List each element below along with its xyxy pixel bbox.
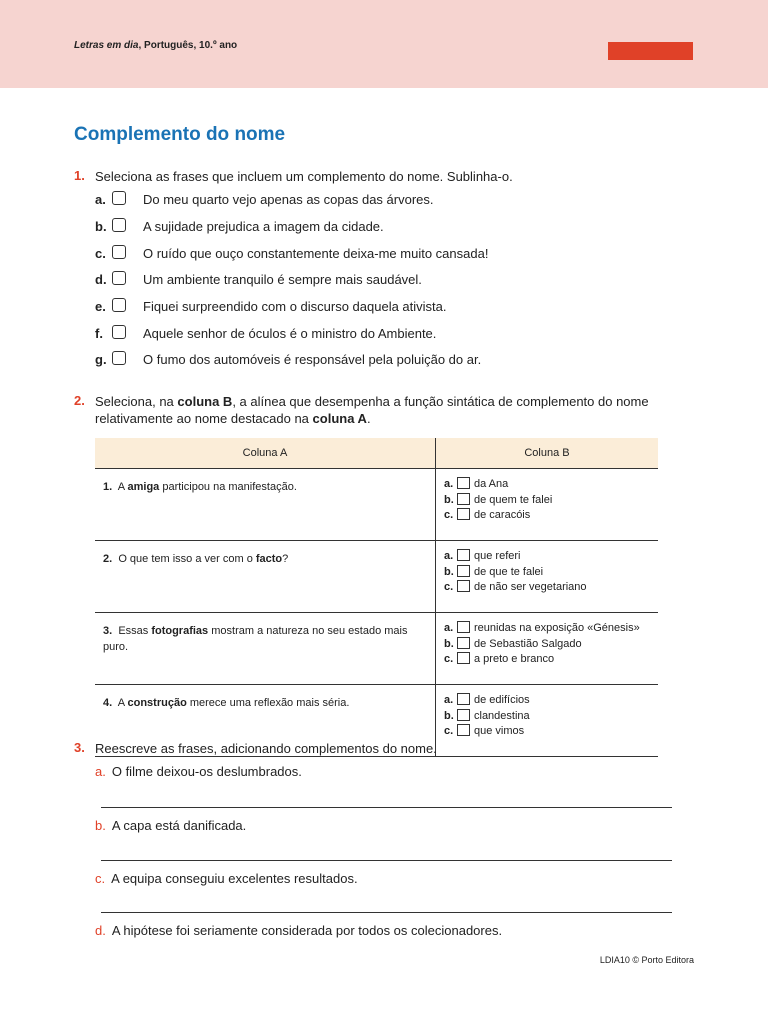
choice-option <box>444 621 658 637</box>
choice-option <box>444 580 658 596</box>
q3-item <box>95 764 302 779</box>
q2-text <box>95 393 685 427</box>
choice-text: de quem te falei <box>474 493 553 506</box>
checkbox[interactable] <box>457 693 470 705</box>
q2-text-bold: coluna B <box>177 394 233 409</box>
choice-option <box>444 724 658 740</box>
item-text: A equipa conseguiu excelentes resultados. <box>111 871 358 886</box>
option-letter: f. <box>95 326 103 341</box>
checkbox[interactable] <box>457 565 470 577</box>
checkbox[interactable] <box>112 245 126 259</box>
sentence-part: ? <box>282 553 289 565</box>
q1-option <box>95 298 695 316</box>
choice-text: de caracóis <box>474 509 531 521</box>
column-b-cell <box>436 541 659 613</box>
checkbox[interactable] <box>112 191 126 205</box>
checkbox[interactable] <box>457 508 470 520</box>
column-b-cell <box>436 613 659 685</box>
checkbox[interactable] <box>457 493 470 505</box>
answer-line[interactable] <box>101 912 672 913</box>
column-a-cell <box>95 541 436 613</box>
sentence-part: O que tem isso a ver com o <box>118 553 256 565</box>
choice-option <box>444 693 658 709</box>
option-letter: d. <box>95 272 107 287</box>
choice-option <box>444 565 658 581</box>
column-a-header: Coluna A <box>95 438 436 469</box>
row-number: 4. <box>103 697 113 709</box>
choice-option <box>444 477 658 493</box>
option-letter: a. <box>95 192 106 207</box>
choice-letter: a. <box>444 550 454 562</box>
row-number: 3. <box>103 625 113 637</box>
choice-letter: a. <box>444 478 454 490</box>
checkbox[interactable] <box>457 637 470 649</box>
choice-option <box>444 508 658 524</box>
q3-item <box>95 923 502 938</box>
choice-text: de que te falei <box>474 565 544 578</box>
q1-option <box>95 218 695 236</box>
page-title: Complemento do nome <box>74 124 286 145</box>
book-subtitle: , Português, 10.º ano <box>138 40 238 51</box>
table-row <box>95 541 658 613</box>
item-text: O filme deixou-os deslumbrados. <box>111 764 302 779</box>
choice-text: reunidas na exposição «Génesis» <box>474 622 640 634</box>
choice-text: que vimos <box>474 725 525 737</box>
q1-option <box>95 245 695 263</box>
checkbox[interactable] <box>112 271 126 285</box>
q2-text-bold: coluna A <box>312 411 367 426</box>
choice-text: que referi <box>474 550 521 562</box>
q3-item <box>95 818 246 833</box>
choice-text: a preto e branco <box>474 653 555 665</box>
option-text: Aquele senhor de óculos é o ministro do Ambiente. <box>143 326 437 341</box>
q2-text-part: . <box>366 411 371 426</box>
q2-text-part: Seleciona, na <box>95 394 178 409</box>
checkbox[interactable] <box>457 724 470 736</box>
q1-option <box>95 325 695 343</box>
sentence-part: A <box>117 697 128 709</box>
item-letter: a. <box>95 764 106 779</box>
choice-letter: c. <box>444 581 454 593</box>
column-a-cell <box>95 613 436 685</box>
checkbox[interactable] <box>112 351 126 365</box>
option-letter: g. <box>95 352 107 367</box>
checkbox[interactable] <box>112 298 126 312</box>
checkbox[interactable] <box>457 652 470 664</box>
header-accent-mark <box>608 42 693 60</box>
choice-text: da Ana <box>474 478 509 490</box>
choice-text: de edifícios <box>474 694 530 706</box>
highlighted-noun: construção <box>127 697 187 709</box>
choice-letter: c. <box>444 725 454 737</box>
footer-credit: LDIA10 © Porto Editora <box>599 955 694 965</box>
q1-option <box>95 271 695 289</box>
q1-option <box>95 351 695 369</box>
q3-number: 3. <box>74 740 85 755</box>
q1-number: 1. <box>74 168 85 183</box>
choice-option <box>444 493 658 509</box>
sentence-part: merece uma reflexão mais séria. <box>186 697 350 709</box>
q1-option <box>95 191 695 209</box>
sentence-part: mostram a natureza no seu estado mais puro. <box>103 625 408 653</box>
option-letter: c. <box>95 246 106 261</box>
checkbox[interactable] <box>112 325 126 339</box>
option-letter: e. <box>95 299 106 314</box>
column-b-header: Coluna B <box>436 438 659 469</box>
checkbox[interactable] <box>457 549 470 561</box>
answer-line[interactable] <box>101 860 672 861</box>
table-row <box>95 469 658 541</box>
choice-option <box>444 549 658 565</box>
option-letter: b. <box>95 219 107 234</box>
checkbox[interactable] <box>457 621 470 633</box>
q3-item <box>95 871 358 886</box>
highlighted-noun: fotografias <box>151 625 209 637</box>
checkbox[interactable] <box>457 580 470 592</box>
choice-letter: b. <box>444 565 454 578</box>
highlighted-noun: amiga <box>127 481 160 493</box>
item-text: A hipótese foi seriamente considerada por todos os colecionadores. <box>111 923 503 938</box>
choice-text: de não ser vegetariano <box>474 581 587 593</box>
book-title: Letras em dia <box>74 40 139 51</box>
checkbox[interactable] <box>457 477 470 489</box>
q2-text-part: , a alínea que desempenha a função sintática de complemento do nome relativamente ao nome destacado na <box>95 394 649 426</box>
sentence-part: A <box>117 481 128 493</box>
item-letter: d. <box>95 923 106 938</box>
table-row <box>95 613 658 685</box>
choice-option <box>444 637 658 653</box>
choice-letter: c. <box>444 509 454 521</box>
choice-text: de Sebastião Salgado <box>474 637 582 650</box>
choice-option <box>444 652 658 668</box>
checkbox[interactable] <box>112 218 126 232</box>
item-text: A capa está danificada. <box>111 818 247 833</box>
sentence-part: Essas <box>118 625 152 637</box>
item-letter: c. <box>95 871 106 886</box>
choice-letter: a. <box>444 622 454 634</box>
row-number: 2. <box>103 553 113 565</box>
choice-letter: b. <box>444 637 454 650</box>
option-text: Um ambiente tranquilo é sempre mais saudável. <box>143 272 422 287</box>
option-text: A sujidade prejudica a imagem da cidade. <box>143 219 384 234</box>
column-a-cell <box>95 469 436 541</box>
column-b-cell <box>436 469 659 541</box>
choice-letter: c. <box>444 653 454 665</box>
option-text: O fumo dos automóveis é responsável pela poluição do ar. <box>143 352 482 367</box>
option-text: O ruído que ouço constantemente deixa-me muito cansada! <box>143 246 489 261</box>
answer-line[interactable] <box>101 807 672 808</box>
sentence-part: participou na manifestação. <box>159 481 297 493</box>
q1-text: Seleciona as frases que incluem um complemento do nome. Sublinha-o. <box>95 169 513 184</box>
q3-text: Reescreve as frases, adicionando complementos do nome. <box>95 741 437 756</box>
checkbox[interactable] <box>457 709 470 721</box>
q2-number: 2. <box>74 393 85 408</box>
highlighted-noun: facto <box>255 553 283 565</box>
choice-letter: b. <box>444 493 454 506</box>
row-number: 1. <box>103 481 113 493</box>
choice-letter: a. <box>444 694 454 706</box>
item-letter: b. <box>95 818 106 833</box>
option-text: Fiquei surpreendido com o discurso daquela ativista. <box>143 299 447 314</box>
choice-text: clandestina <box>474 709 530 722</box>
header-title <box>74 40 237 51</box>
matching-table <box>95 438 658 757</box>
header-band <box>0 0 768 88</box>
choice-option <box>444 709 658 725</box>
choice-letter: b. <box>444 709 454 722</box>
option-text: Do meu quarto vejo apenas as copas das árvores. <box>143 192 434 207</box>
